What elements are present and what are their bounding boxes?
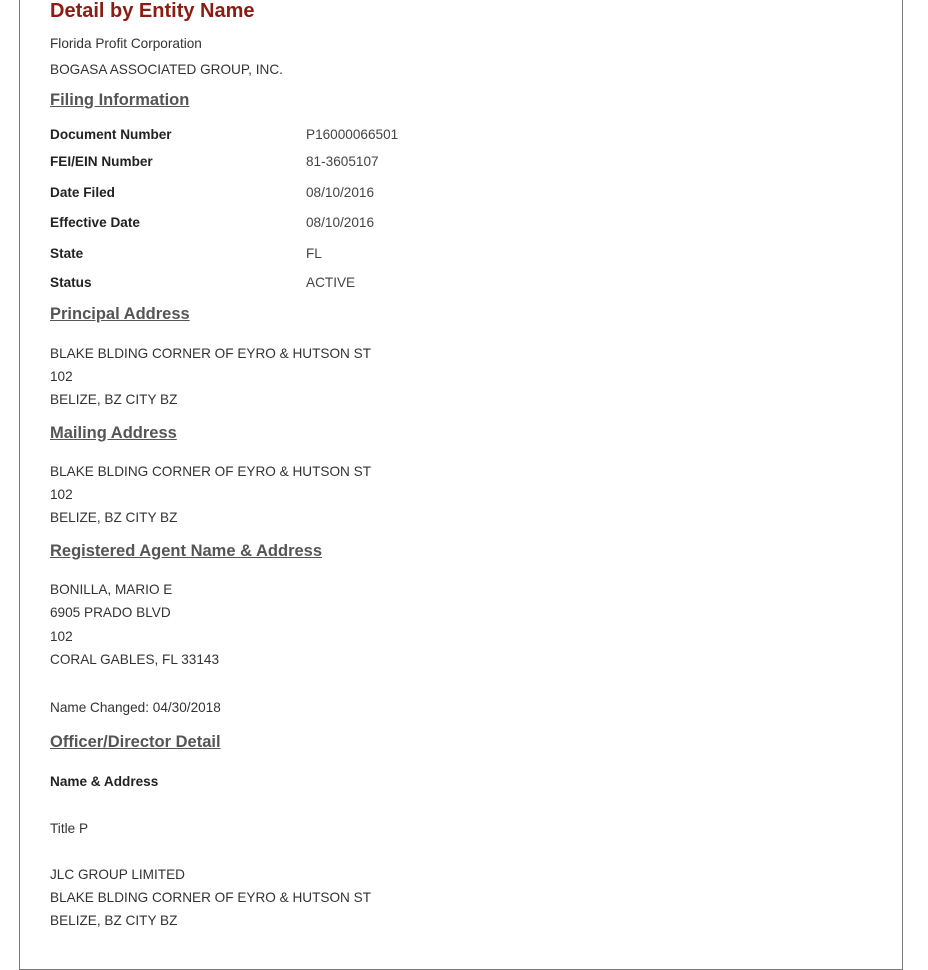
mailing-address-line-2: 102 [50,487,73,502]
principal-address-heading: Principal Address [50,305,190,323]
principal-address-line-1: BLAKE BLDING CORNER OF EYRO & HUTSON ST [50,346,372,361]
entity-name: BOGASA ASSOCIATED GROUP, INC. [50,62,283,77]
filing-value-fei-ein: 81-3605107 [306,154,379,169]
officer-line-3: BELIZE, BZ CITY BZ [50,913,178,928]
registered-agent-heading: Registered Agent Name & Address [50,542,323,560]
registered-agent-line-3: 102 [50,629,73,644]
registered-agent-line-4: CORAL GABLES, FL 33143 [50,652,219,667]
filing-label-document-number: Document Number [50,127,172,142]
filing-value-state: FL [306,246,322,261]
mailing-address-line-1: BLAKE BLDING CORNER OF EYRO & HUTSON ST [50,464,372,479]
filing-value-date-filed: 08/10/2016 [306,185,375,200]
page-title: Detail by Entity Name [50,0,255,22]
filing-value-document-number: P16000066501 [306,127,399,142]
entity-type: Florida Profit Corporation [50,36,202,51]
registered-agent-line-2: 6905 PRADO BLVD [50,605,171,620]
officer-line-1: JLC GROUP LIMITED [50,867,185,882]
mailing-address-heading: Mailing Address [50,424,177,442]
officer-line-2: BLAKE BLDING CORNER OF EYRO & HUTSON ST [50,890,372,905]
principal-address-line-3: BELIZE, BZ CITY BZ [50,392,178,407]
filing-label-fei-ein: FEI/EIN Number [50,154,153,169]
detail-panel [19,0,903,970]
officer-director-heading: Officer/Director Detail [50,733,221,751]
filing-label-state: State [50,246,84,261]
name-changed-date: Name Changed: 04/30/2018 [50,700,221,715]
registered-agent-line-1: BONILLA, MARIO E [50,582,173,597]
filing-information-heading: Filing Information [50,91,190,109]
officer-name-address-label: Name & Address [50,774,159,789]
officer-title: Title P [50,821,89,836]
filing-label-effective-date: Effective Date [50,215,140,230]
principal-address-line-2: 102 [50,369,73,384]
filing-value-effective-date: 08/10/2016 [306,215,375,230]
filing-label-status: Status [50,275,92,290]
filing-value-status: ACTIVE [306,275,356,290]
filing-label-date-filed: Date Filed [50,185,115,200]
mailing-address-line-3: BELIZE, BZ CITY BZ [50,510,178,525]
